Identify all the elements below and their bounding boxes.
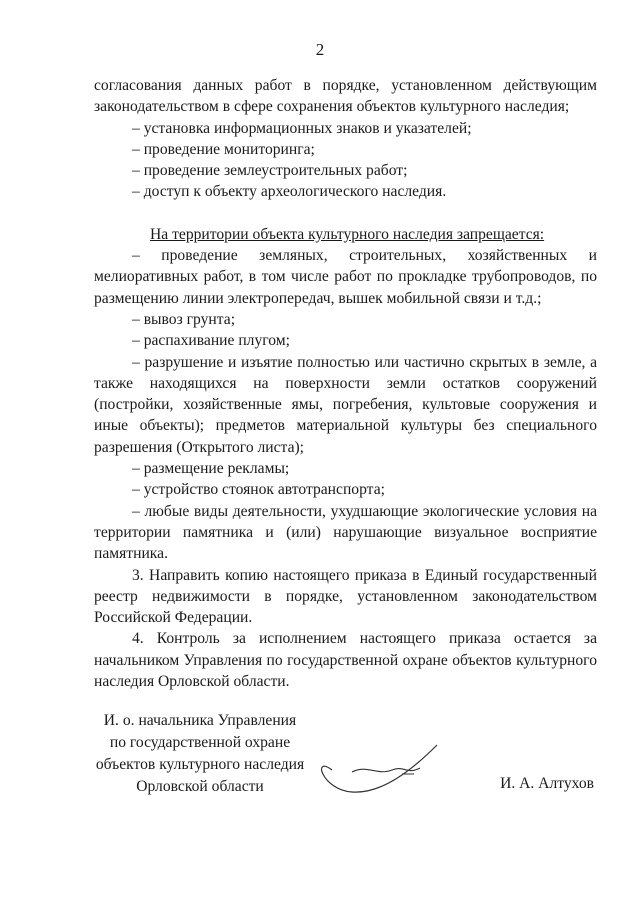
signatory-line: по государственной охране: [109, 734, 291, 751]
list-item: – проведение земляных, строительных, хозяйственных и мелиоративных работ, в том числе работ по прокладке трубопроводов, по размещению линии электропередач, вышек мобильной связи и т.д.;: [94, 247, 597, 307]
signatory-line: Орловской области: [136, 778, 264, 795]
signatory-name: И. А. Алтухов: [500, 775, 594, 792]
numbered-paragraph: 4. Контроль за исполнением настоящего приказа остается за начальником Управления по государственной охране объектов культурного наследия Орловской области.: [94, 630, 597, 691]
list-item: – вывоз грунта;: [132, 310, 236, 328]
list-item: – установка информационных знаков и указателей;: [132, 119, 472, 137]
list-item: – размещение рекламы;: [132, 460, 290, 478]
document-body: [94, 75, 597, 692]
signatory-line: И. о. начальника Управления: [103, 712, 297, 729]
list-item: – разрушение и изъятие полностью или частично скрытых в земле, а также находящихся на поверхности земли остатков сооружений (постройки, хозяйственные ямы, погребения, культовые сооружения и иные объекты); предметов материальной культуры без специального разрешения (Открытого листа);: [94, 353, 597, 456]
list-item: – устройство стоянок автотранспорта;: [132, 481, 385, 499]
list-item: – проведение мониторинга;: [132, 140, 315, 158]
list-item: – доступ к объекту археологического наследия.: [132, 183, 447, 201]
list-item: – проведение землеустроительных работ;: [132, 162, 408, 180]
numbered-paragraph: 3. Направить копию настоящего приказа в Единый государственный реестр недвижимости в порядке, установленном законодательством Российской Федерации.: [94, 566, 597, 627]
handwritten-signature: [312, 730, 462, 800]
signatory-line: объектов культурного наследия: [95, 756, 305, 773]
list-item: – распахивание плугом;: [132, 332, 290, 350]
paragraph: согласования данных работ в порядке, установленном действующим законодательством в сфере сохранения объектов культурного наследия;: [94, 77, 597, 116]
page-number: 2: [315, 40, 325, 59]
list-item: – любые виды деятельности, ухудшающие экологические условия на территории памятника и (или) нарушающие визуальное восприятие памятника.: [94, 502, 597, 563]
section-heading: На территории объекта культурного наследия запрещается:: [150, 225, 545, 243]
signatory-title: [90, 710, 310, 798]
